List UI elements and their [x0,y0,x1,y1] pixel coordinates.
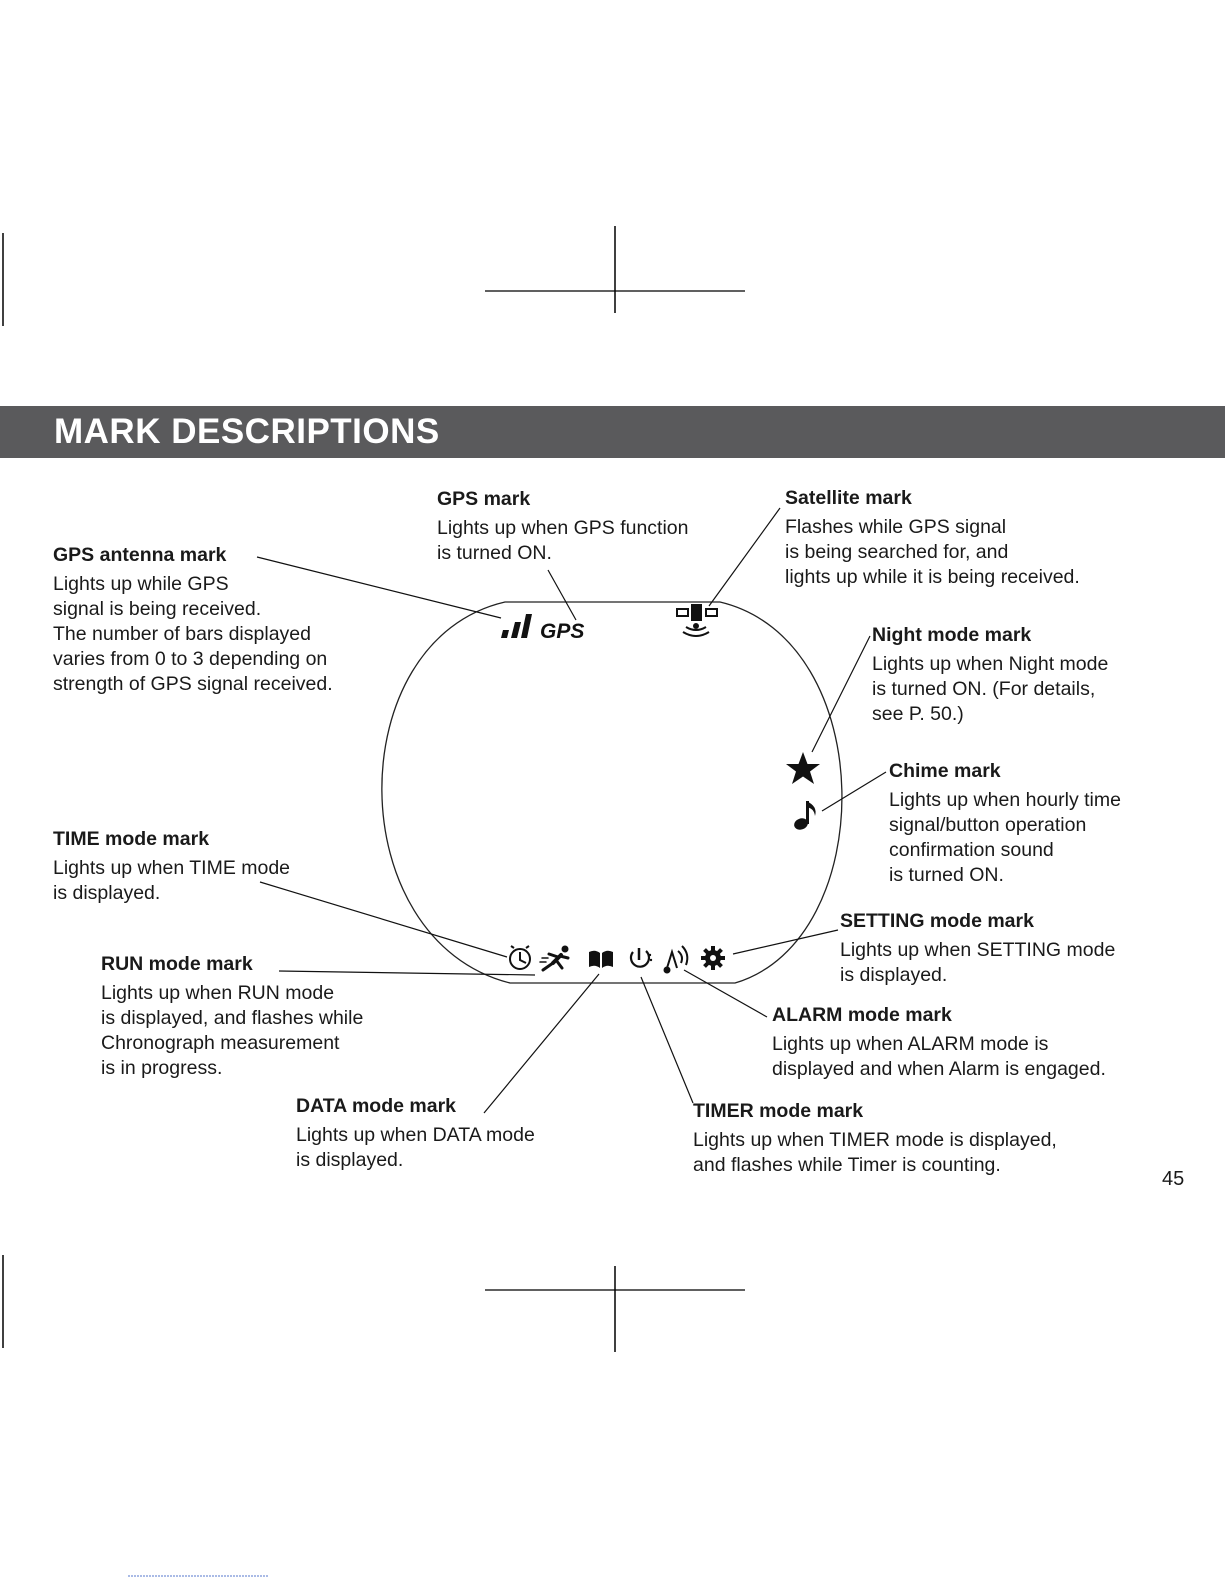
desc-line: Lights up when Night mode [872,653,1109,675]
desc-line: is displayed, and flashes while [101,1007,364,1029]
timer-icon [631,948,652,967]
desc-line: varies from 0 to 3 depending on [53,648,328,670]
runner-icon [540,946,569,971]
gps-antenna-mark-desc [53,543,333,697]
satellite-icon [677,605,717,636]
desc-line: Chronograph measurement [101,1032,340,1054]
desc-line: is turned ON. [437,542,552,564]
time-mode-mark-desc [53,827,290,906]
desc-line: Lights up when RUN mode [101,982,335,1004]
desc-line: strength of GPS signal received. [53,673,333,695]
gps-antenna-mark-title: GPS antenna mark [53,544,227,566]
desc-line: displayed and when Alarm is engaged. [772,1058,1106,1080]
desc-line: is displayed. [840,964,948,986]
desc-line: Lights up while GPS [53,573,229,595]
alarm-mode-mark-desc [772,1003,1106,1082]
gps-antenna-icon [501,614,532,638]
alarm-icon [665,946,688,973]
data-mode-mark-title: DATA mode mark [296,1095,456,1117]
gear-icon [701,946,725,970]
chime-mark-desc [889,759,1121,888]
gps-mark-title: GPS mark [437,488,531,510]
page-title: MARK DESCRIPTIONS [54,412,440,451]
desc-line: is in progress. [101,1057,223,1079]
desc-line: Lights up when hourly time [889,789,1121,811]
desc-line: The number of bars displayed [53,623,311,645]
desc-line: Flashes while GPS signal [785,516,1007,538]
star-icon [786,752,820,784]
desc-line: Lights up when TIME mode [53,857,291,879]
desc-line: is displayed. [53,882,161,904]
page-number: 45 [1162,1168,1185,1190]
book-icon [589,951,613,968]
desc-line: is turned ON. [889,864,1004,886]
desc-line: signal is being received. [53,598,262,620]
night-mode-mark-desc [872,623,1108,727]
timer-mode-mark-desc [693,1099,1057,1178]
desc-line: is displayed. [296,1149,404,1171]
desc-line: see P. 50.) [872,703,964,725]
satellite-mark-desc [785,486,1080,590]
setting-mode-mark-desc [840,909,1115,988]
desc-line: lights up while it is being received. [785,566,1080,588]
desc-line: is turned ON. (For details, [872,678,1096,700]
desc-line: Lights up when SETTING mode [840,939,1116,961]
gps-mark-text: GPS [540,620,585,643]
desc-line: Lights up when TIMER mode is displayed, [693,1129,1057,1151]
run-mode-mark-title: RUN mode mark [101,953,253,975]
desc-line: confirmation sound [889,839,1054,861]
time-mode-mark-title: TIME mode mark [53,828,210,850]
timer-mode-mark-title: TIMER mode mark [693,1100,864,1122]
music-note-icon [793,801,816,832]
gps-mark-desc [437,487,689,566]
satellite-mark-title: Satellite mark [785,487,912,509]
clock-icon [510,946,530,969]
desc-line: and flashes while Timer is counting. [693,1154,1001,1176]
data-mode-mark-desc [296,1094,535,1173]
run-mode-mark-desc [101,952,363,1081]
night-mode-mark-title: Night mode mark [872,624,1032,646]
chime-mark-title: Chime mark [889,760,1001,782]
display-outline [382,602,842,983]
setting-mode-mark-title: SETTING mode mark [840,910,1034,932]
alarm-mode-mark-title: ALARM mode mark [772,1004,952,1026]
desc-line: is being searched for, and [785,541,1009,563]
desc-line: Lights up when DATA mode [296,1124,535,1146]
desc-line: Lights up when GPS function [437,517,689,539]
desc-line: Lights up when ALARM mode is [772,1033,1049,1055]
desc-line: signal/button operation [889,814,1087,836]
